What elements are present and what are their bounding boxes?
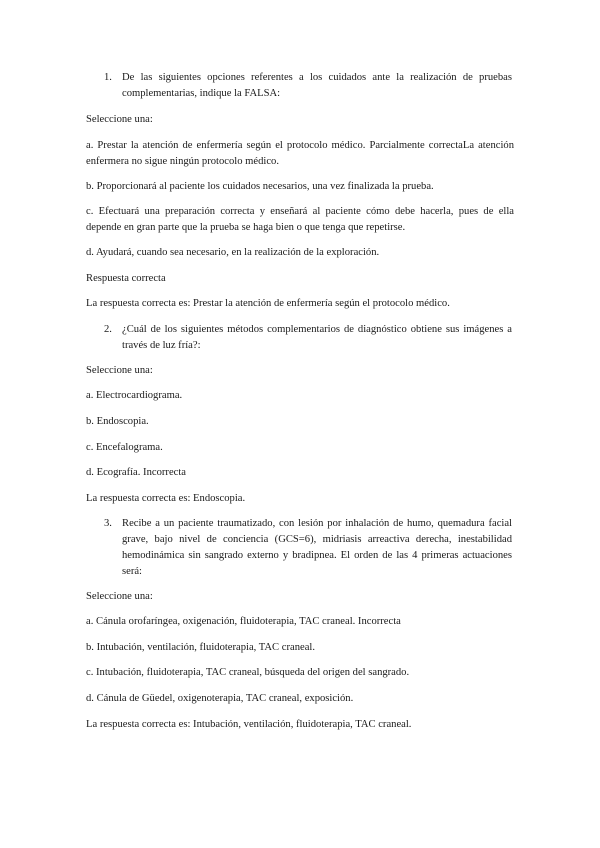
select-prompt: Seleccione una: <box>86 365 153 376</box>
question-number: 1. <box>104 72 112 83</box>
option-a: a. Prestar la atención de enfermería según el protocolo médico. Parcialmente correctaLa atención enfermera no sigue ningún protocolo médico. <box>86 140 514 167</box>
option-d: d. Ayudará, cuando sea necesario, en la realización de la exploración. <box>86 247 380 258</box>
question-text: Recibe a un paciente traumatizado, con lesión por inhalación de humo, quemadura facial grave, bajo nivel de conciencia (GCS=6), midriasis arreactiva derecha, inestabilidad hemodinámica sin sangrado externo y bradipnea. El orden de las 4 primeras actuaciones será: <box>122 518 512 577</box>
question-number: 2. <box>104 324 112 335</box>
option-b: b. Endoscopia. <box>86 416 149 427</box>
select-prompt: Seleccione una: <box>86 114 153 125</box>
option-c: c. Encefalograma. <box>86 442 163 453</box>
option-c: c. Efectuará una preparación correcta y enseñará al paciente cómo debe hacerla, pues de ella depende en gran parte que la prueba se haga bien o que tenga que repetirse. <box>86 206 514 233</box>
correct-answer: La respuesta correcta es: Intubación, ventilación, fluidoterapia, TAC craneal. <box>86 719 412 730</box>
option-d: d. Cánula de Güedel, oxigenoterapia, TAC craneal, exposición. <box>86 693 354 704</box>
correct-answer: La respuesta correcta es: Prestar la atención de enfermería según el protocolo médico. <box>86 298 450 309</box>
option-b: b. Proporcionará al paciente los cuidados necesarios, una vez finalizada la prueba. <box>86 181 434 192</box>
question-text: ¿Cuál de los siguientes métodos complementarios de diagnóstico obtiene sus imágenes a través de luz fría?: <box>122 324 512 351</box>
question-3 <box>104 516 512 580</box>
select-prompt: Seleccione una: <box>86 591 153 602</box>
question-2 <box>104 322 512 354</box>
correct-answer: La respuesta correcta es: Endoscopia. <box>86 493 246 504</box>
option-c: c. Intubación, fluidoterapia, TAC craneal, búsqueda del origen del sangrado. <box>86 667 410 678</box>
option-d: d. Ecografía. Incorrecta <box>86 467 186 478</box>
question-number: 3. <box>104 518 112 529</box>
option-b: b. Intubación, ventilación, fluidoterapia, TAC craneal. <box>86 642 315 653</box>
option-a: a. Electrocardiograma. <box>86 390 183 401</box>
question-1 <box>104 70 512 102</box>
option-a: a. Cánula orofaríngea, oxigenación, fluidoterapia, TAC craneal. Incorrecta <box>86 616 401 627</box>
question-text: De las siguientes opciones referentes a los cuidados ante la realización de pruebas complementarias, indique la FALSA: <box>122 72 512 99</box>
feedback: Respuesta correcta <box>86 273 166 284</box>
